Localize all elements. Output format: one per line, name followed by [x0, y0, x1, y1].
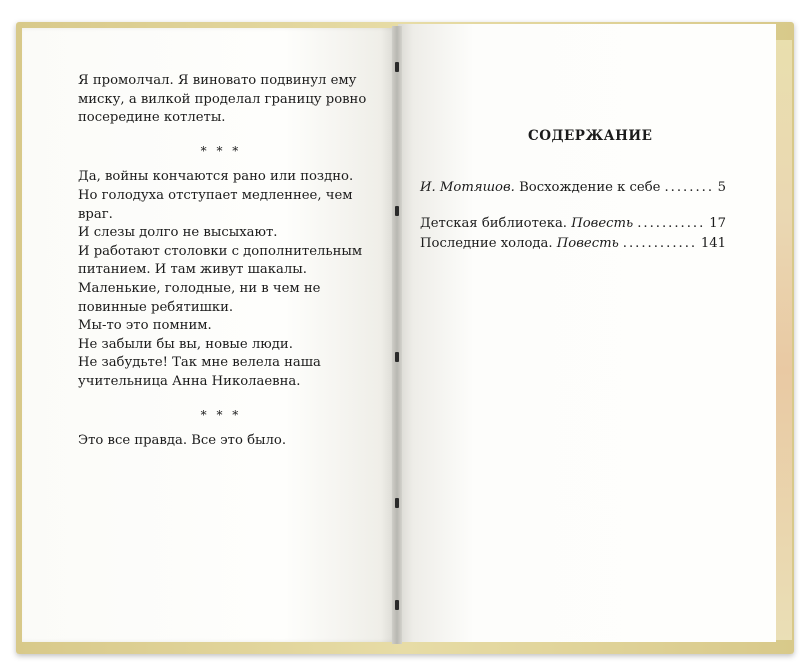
paragraph: Да, войны кончаются рано или поздно.: [78, 169, 354, 185]
toc-page-number: 17: [709, 216, 726, 231]
paragraph: Мы-то это помним.: [78, 318, 212, 334]
toc-page-number: 141: [700, 236, 726, 251]
toc-leader: ............: [622, 236, 698, 251]
binding-stitch: [395, 352, 399, 362]
right-page: [398, 24, 776, 642]
paragraph: Это все правда. Все это было.: [78, 433, 287, 449]
toc-entry-kind: Повесть: [556, 236, 619, 251]
binding-stitch: [395, 62, 399, 72]
toc-entry-title: Детская библиотека.: [420, 216, 567, 231]
binding-stitch: [395, 206, 399, 216]
left-page-text: [72, 72, 370, 451]
toc-entry-kind: Повесть: [571, 216, 634, 231]
paragraph: Не забудьте! Так мне велела наша учительница Анна Николаевна.: [78, 355, 321, 389]
toc-leader: ........: [664, 180, 715, 195]
toc-entry: [420, 216, 726, 236]
toc-title: СОДЕРЖАНИЕ: [528, 128, 653, 144]
paragraph: И слезы долго не высыхают.: [78, 225, 278, 241]
paragraph: Но голодуха отступает медленнее, чем враг.: [78, 187, 353, 222]
binding-stitch: [395, 498, 399, 508]
paragraph: Не забыли бы вы, новые люди.: [78, 336, 293, 352]
section-separator: * * *: [200, 143, 242, 158]
toc-entry-title: Последние холода.: [420, 236, 553, 251]
toc-entry: [420, 180, 726, 200]
toc-page-number: 5: [717, 180, 726, 195]
paragraph: Я промолчал. Я виновато подвинул ему миску, а вилкой проделал границу ровно посередине котлеты.: [78, 73, 367, 126]
table-of-contents: [420, 180, 726, 256]
book-spine: [392, 26, 402, 644]
toc-leader: ...........: [637, 216, 706, 231]
section-separator: * * *: [200, 407, 242, 422]
paragraph: И работают столовки с дополнительным питанием. И там живут шакалы. Маленькие, голодные, ни в чем не повинные ребятишки.: [78, 243, 363, 315]
binding-stitch: [395, 600, 399, 610]
toc-entry: [420, 236, 726, 256]
toc-author: И. Мотяшов.: [420, 180, 515, 195]
toc-entry-title: Восхождение к себе: [519, 180, 661, 195]
